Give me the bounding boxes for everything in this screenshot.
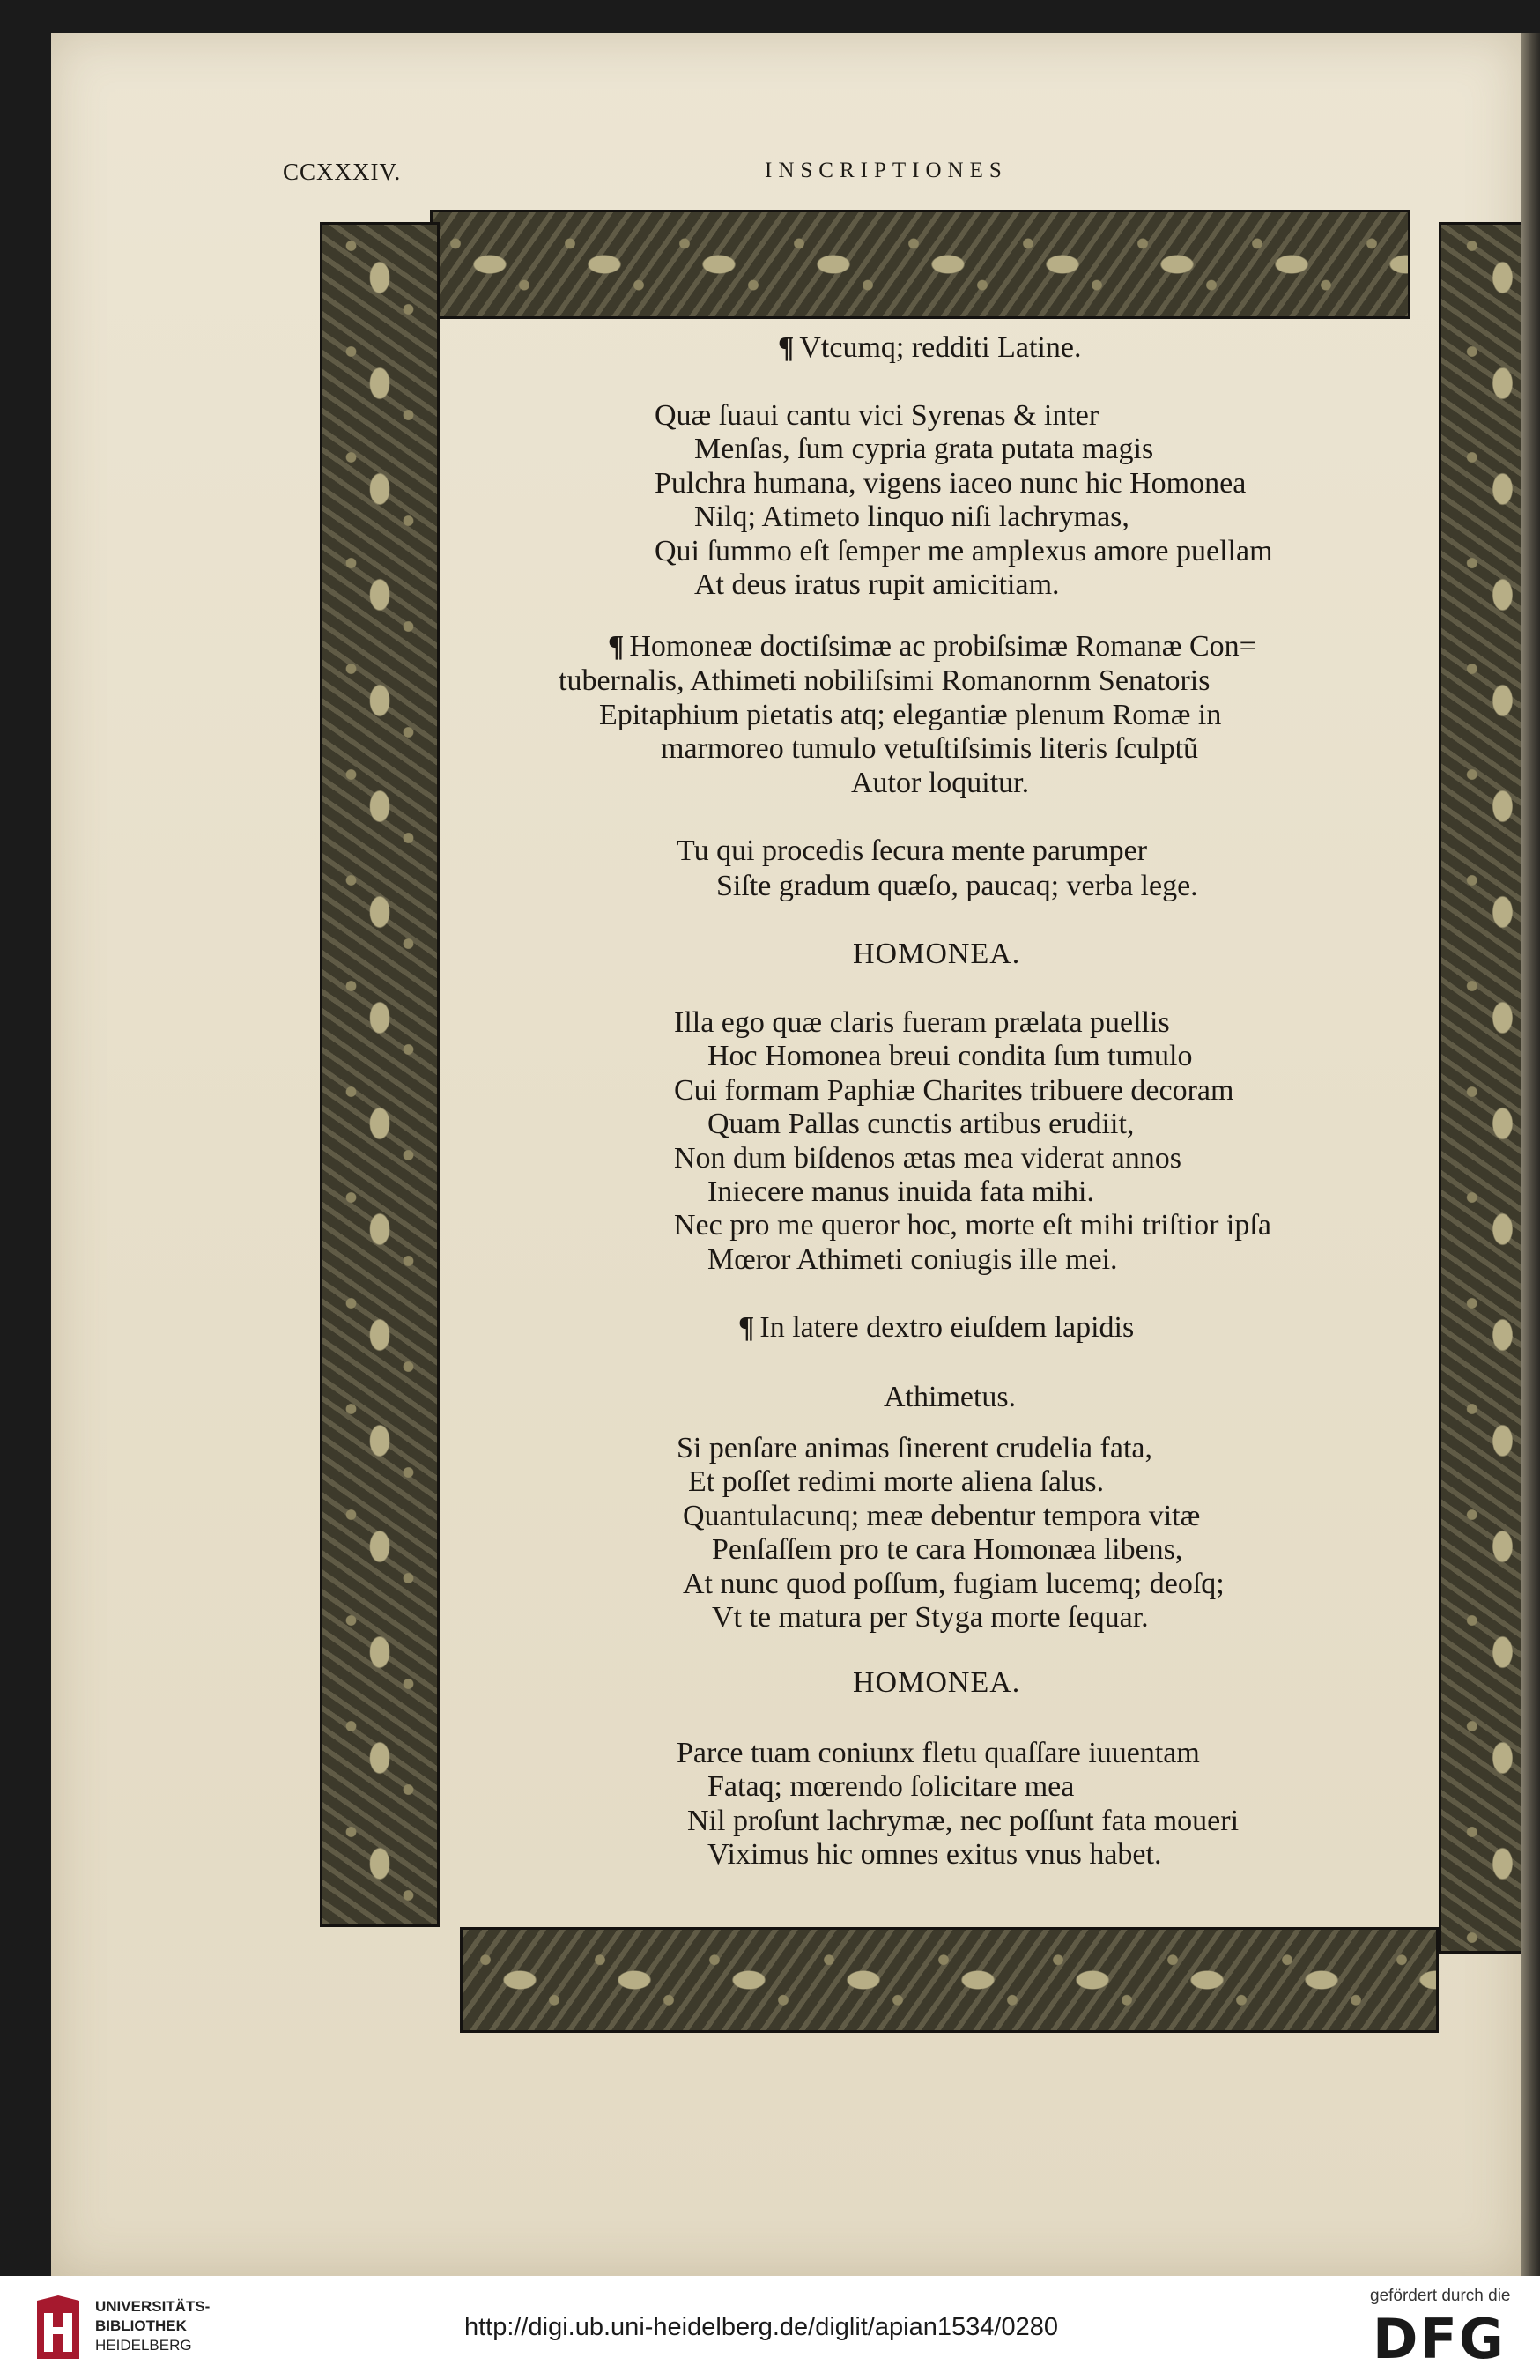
university-library-icon xyxy=(32,2294,85,2362)
speaker-heading: Athimetus. xyxy=(884,1381,1017,1413)
verse-line: Menſas, ſum cypria grata putata magis xyxy=(694,433,1154,465)
verse-line: Fataq; mœrendo ſolicitare mea xyxy=(707,1770,1075,1803)
woodcut-border-left xyxy=(320,222,440,1927)
verse-line: Viximus hic omnes exitus vnus habet. xyxy=(707,1838,1162,1871)
dfg-logo: DFG xyxy=(1373,2307,1506,2371)
running-head: INSCRIPTIONES xyxy=(765,159,1008,182)
verse-line: Pulchra humana, vigens iaceo nunc hic Homonea xyxy=(655,467,1247,500)
epitaph-heading-line: tubernalis, Athimeti nobiliſsimi Romanornm Senatoris xyxy=(559,664,1211,697)
verse-line: Non dum biſdenos ætas mea viderat annos xyxy=(674,1142,1182,1175)
section-heading: ¶ In latere dextro eiuſdem lapidis xyxy=(738,1311,1135,1344)
verse-line: Nilq; Atimeto linquo niſi lachrymas, xyxy=(694,500,1129,533)
verse-line: Mœror Athimeti coniugis ille mei. xyxy=(707,1243,1118,1276)
page-edge-shadow xyxy=(1521,33,1540,2276)
verse-line: Nec pro me queror hoc, morte eſt mihi triſtior ipſa xyxy=(674,1209,1271,1242)
pilcrow-icon: ¶ xyxy=(738,1311,755,1344)
library-logo xyxy=(32,2294,85,2362)
verse-line: Cui formam Paphiæ Charites tribuere decoram xyxy=(674,1074,1234,1107)
scanned-page xyxy=(51,33,1521,2276)
page-number: CCXXXIV. xyxy=(283,159,402,185)
verse-line: Et poſſet redimi morte aliena ſalus. xyxy=(688,1465,1105,1498)
verse-line: Hoc Homonea breui condita ſum tumulo xyxy=(707,1040,1193,1072)
funding-text: gefördert durch die xyxy=(1370,2287,1511,2305)
section-heading: HOMONEA. xyxy=(853,1666,1021,1699)
inscription-text xyxy=(439,315,1434,1928)
verse-line: Penſaſſem pro te cara Homonæa libens, xyxy=(712,1533,1183,1566)
verse-line: Iniecere manus inuida fata mihi. xyxy=(707,1175,1094,1208)
pilcrow-icon: ¶ xyxy=(778,331,795,364)
verse-line: At nunc quod poſſum, fugiam lucemq; deoſq; xyxy=(683,1568,1225,1600)
woodcut-border-top xyxy=(430,210,1410,319)
epitaph-heading: ¶ Homoneæ doctiſsimæ ac probiſsimæ Romanæ Con= xyxy=(608,630,1256,663)
section-heading: HOMONEA. xyxy=(853,938,1021,970)
verse-line: Quam Pallas cunctis artibus erudiit, xyxy=(707,1108,1135,1140)
verse-line: Quantulacunq; meæ debentur tempora vitæ xyxy=(683,1500,1201,1532)
verse-line: Qui ſummo eſt ſemper me amplexus amore puellam xyxy=(655,535,1273,567)
verse-line: Nil proſunt lachrymæ, nec poſſunt fata moueri xyxy=(687,1805,1240,1837)
verse-line: Parce tuam coniunx fletu quaſſare iuuentam xyxy=(677,1737,1200,1769)
verse-line: At deus iratus rupit amicitiam. xyxy=(694,568,1060,601)
woodcut-border-bottom xyxy=(460,1927,1439,2033)
verse-line: Si penſare animas ſinerent crudelia fata, xyxy=(677,1432,1152,1464)
verse-line: Vt te matura per Styga morte ſequar. xyxy=(712,1601,1149,1634)
verse-line: Quæ ſuaui cantu vici Syrenas & inter xyxy=(655,399,1099,432)
epitaph-heading-line: Epitaphium pietatis atq; elegantiæ plenum Romæ in xyxy=(599,699,1222,731)
page-header xyxy=(51,159,1521,194)
epitaph-heading-line: Autor loquitur. xyxy=(851,767,1030,799)
verse-line: Siſte gradum quæſo, paucaq; verba lege. xyxy=(716,870,1198,902)
viewer-footer xyxy=(0,2276,1540,2380)
section-heading: ¶ Vtcumq; redditi Latine. xyxy=(778,331,1082,364)
pilcrow-icon: ¶ xyxy=(608,630,625,663)
permalink-url[interactable]: http://digi.ub.uni-heidelberg.de/diglit/apian1534/0280 xyxy=(464,2313,1058,2341)
verse-line: Tu qui procedis ſecura mente parumper xyxy=(677,834,1148,867)
library-name: UNIVERSITÄTS- BIBLIOTHEK HEIDELBERG xyxy=(95,2298,211,2354)
verse-line: Illa ego quæ claris fueram prælata puellis xyxy=(674,1006,1170,1039)
epitaph-heading-line: marmoreo tumulo vetuſtiſsimis literis ſculptũ xyxy=(661,732,1199,765)
